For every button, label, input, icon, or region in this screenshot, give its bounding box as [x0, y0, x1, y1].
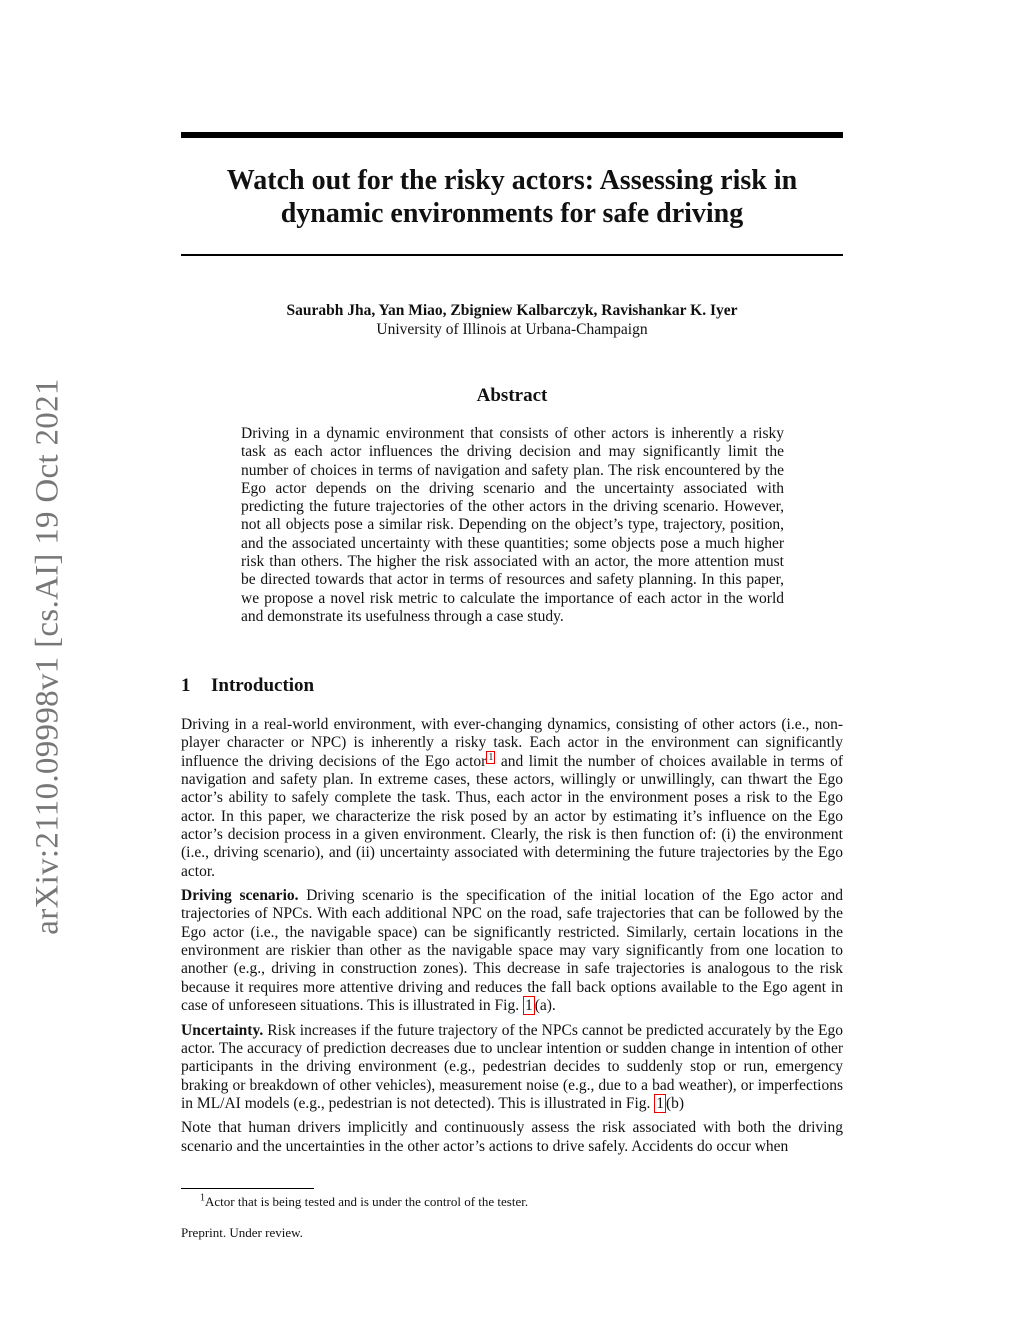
paper-title: Watch out for the risky actors: Assessing risk in dynamic environments for safe driving: [226, 165, 798, 229]
section-heading-introduction: [181, 675, 843, 697]
introduction-body: [181, 716, 843, 1162]
arxiv-identifier-text: arXiv:2110.09998v1 [cs.AI] 19 Oct 2021: [29, 377, 66, 935]
abstract-text: Driving in a dynamic environment that consists of other actors is inherently a risky task as each actor influences the driving decision and may significantly limit the number of choices in terms of navigation and safety plan. The risk encountered by the Ego actor depends on the driving scenario and the uncertainty associated with predicting the future trajectories of the other actors in the driving scenario. However, not all objects pose a similar risk. Depending on the object’s type, trajectory, position, and the associated uncertainty with these quantities; some objects pose a much higher risk than others. The higher the risk associated with an actor, the more attention must be directed towards that actor in terms of resources and safety planning. In this paper, we propose a novel risk metric to calculate the importance of each actor in the world and demonstrate its usefulness through a case study.: [241, 425, 784, 625]
affiliation: University of Illinois at Urbana-Champaign: [376, 321, 648, 338]
title-top-rule: [181, 132, 843, 138]
preprint-note: Preprint. Under review.: [181, 1225, 303, 1240]
paragraph-text: (a).: [534, 997, 556, 1015]
figure-ref-link[interactable]: 1: [656, 1094, 664, 1112]
paragraph-label: Uncertainty.: [181, 1021, 264, 1039]
footnote-mark: 1: [200, 1192, 205, 1204]
title-bottom-rule: [181, 254, 843, 256]
footnote-link[interactable]: 1: [488, 751, 494, 763]
footnote: [200, 1194, 840, 1210]
author-list: Saurabh Jha, Yan Miao, Zbigniew Kalbarczyk, Ravishankar K. Iyer: [286, 302, 738, 319]
paragraph: [181, 1022, 843, 1114]
section-title: Introduction: [211, 675, 315, 696]
paragraph: [181, 716, 843, 881]
paragraph-label: Driving scenario.: [181, 887, 299, 905]
figure-ref-link[interactable]: 1: [524, 997, 533, 1015]
footnote-rule: [181, 1188, 314, 1189]
section-number: 1: [181, 675, 191, 696]
footnote-text: Actor that is being tested and is under the control of the tester.: [205, 1194, 529, 1209]
paragraph: Note that human drivers implicitly and continuously assess the risk associated with both the driving scenario and the uncertainties in the other actor’s actions to drive safely. Accidents do occur when: [181, 1119, 843, 1155]
paragraph-text: Driving scenario is the specification of the initial location of the Ego actor and trajectories of NPCs. With each additional NPC on the road, safe trajectories that can be followed by the Ego actor (i.e., the navigable space) can be significantly restricted. Similarly, certain locations in the environment are riskier than other as the navigable space may vary significantly from one location to another (e.g., driving in construction zones). This decrease in safe trajectories is analogous to the risk because it requires more attentive driving and reduces the fall back options available to the Ego agent in case of unforeseen situations. This is illustrated in Fig.: [181, 887, 843, 1015]
paragraph-text: and limit the number of choices available in terms of navigation and safety plan. In extreme cases, these actors, willingly or unwillingly, can thwart the Ego actor’s ability to safely complete the task. Thus, each actor in the environment poses a risk to the Ego actor. In this paper, we characterize the risk posed by an actor by estimating it’s influence on the Ego actor’s decision process in a given environment. Clearly, the risk is then function of: (i) the environment (i.e., driving scenario), and (ii) uncertainty associated with determining the future trajectories by the Ego actor.: [181, 752, 843, 880]
paragraph-text: Risk increases if the future trajectory of the NPCs cannot be predicted accurately by the Ego actor. The accuracy of prediction decreases due to unclear intention or sudden change in intention of other participants in the driving environment (e.g., pedestrian decides to suddenly stop or run, emergency braking or breakdown of other vehicles), measurement noise (e.g., due to a bad weather), or imperfections in ML/AI models (e.g., pedestrian is not detected). This is illustrated in Fig.: [181, 1021, 843, 1112]
paragraph-text: Driving in a real-world environment, with ever-changing dynamics, consisting of other actors (i.e., non-player character or NPC) is inherently a risky task. Each actor in the environment can significantly influence the driving decisions of the Ego actor: [181, 716, 843, 770]
paragraph: [181, 887, 843, 1015]
abstract-heading: Abstract: [476, 385, 548, 406]
paragraph-text: (b): [666, 1094, 685, 1112]
arxiv-identifier: [30, 370, 66, 942]
